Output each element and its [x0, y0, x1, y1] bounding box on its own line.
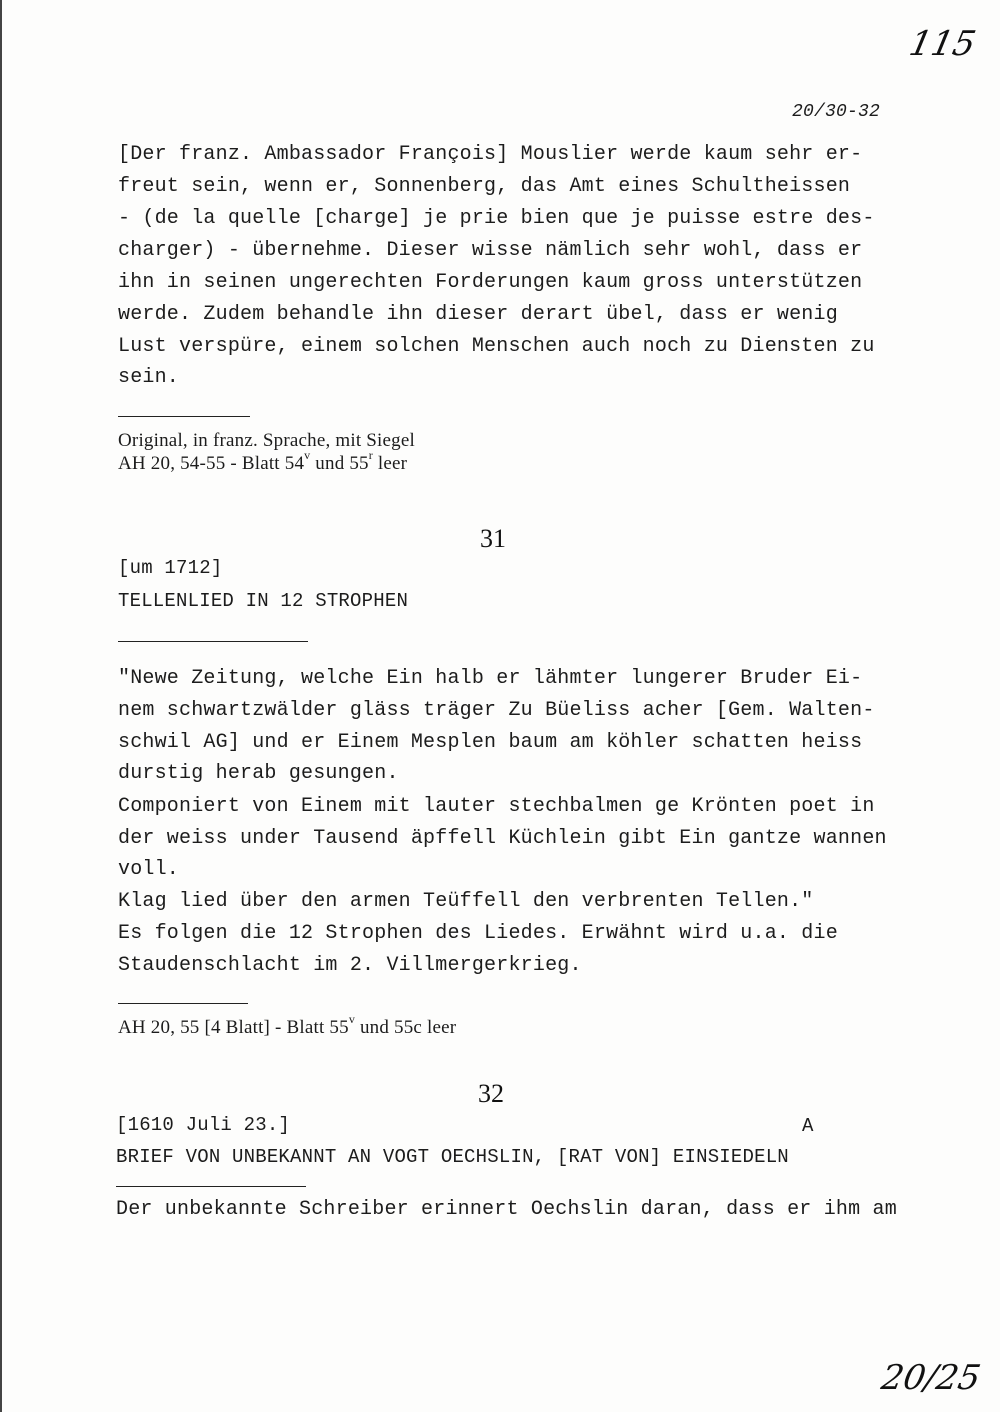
folio-number-bottom: 20/25	[878, 1358, 984, 1398]
text-line: - (de la quelle [charge] je prie bien que je puisse estre des-	[118, 207, 875, 230]
text-line: Klag lied über den armen Teüffell den verbrenten Tellen."	[118, 890, 814, 913]
text-line: charger) - übernehme. Dieser wisse nämlich sehr wohl, dass er	[118, 239, 863, 262]
document-date: [um 1712]	[118, 557, 223, 579]
text-line: Componiert von Einem mit lauter stechbalmen ge Krönten poet in	[118, 795, 875, 818]
document-date: [1610 Juli 23.]	[116, 1114, 291, 1136]
text-line: [Der franz. Ambassador François] Mouslier werde kaum sehr er-	[118, 143, 863, 166]
text-line: ihn in seinen ungerechten Forderungen kaum gross unterstützen	[118, 271, 863, 294]
text-line: "Newe Zeitung, welche Ein halb er lähmter lungerer Bruder Ei-	[118, 667, 863, 690]
document-title: TELLENLIED IN 12 STROPHEN	[118, 590, 409, 612]
document-number: 32	[478, 1079, 504, 1108]
separator-rule	[118, 1003, 248, 1004]
document-marker: A	[802, 1115, 814, 1137]
text-line: Staudenschlacht im 2. Villmergerkrieg.	[118, 954, 582, 977]
text-line: durstig herab gesungen.	[118, 762, 399, 785]
page-reference: 20/30-32	[792, 102, 881, 122]
source-reference: AH 20, 55 [4 Blatt] - Blatt 55$^v$ und 55c leer	[118, 1012, 457, 1038]
text-line: der weiss under Tausend äpffell Küchlein gibt Ein gantze wannen	[118, 827, 887, 850]
text-line: schwil AG] und er Einem Mesplen baum am köhler schatten heiss	[118, 731, 863, 754]
folio-number-top: 115	[905, 24, 980, 64]
separator-rule	[118, 416, 250, 417]
document-title: BRIEF VON UNBEKANNT AN VOGT OECHSLIN, [RAT VON] EINSIEDELN	[116, 1146, 789, 1168]
text-line: werde. Zudem behandle ihn dieser derart übel, dass er wenig	[118, 303, 838, 326]
separator-rule	[116, 1186, 306, 1187]
text-line: Lust verspüre, einem solchen Menschen auch noch zu Diensten zu	[118, 335, 875, 358]
text-line: sein.	[118, 366, 180, 389]
source-reference: AH 20, 54-55 - Blatt 54$^v$ und 55$^r$ leer	[118, 448, 408, 474]
text-line: Der unbekannte Schreiber erinnert Oechslin daran, dass er ihm am	[116, 1198, 897, 1221]
text-line: voll.	[118, 858, 180, 881]
text-line: nem schwartzwälder gläss träger Zu Büeliss acher [Gem. Walten-	[118, 699, 875, 722]
text-line: freut sein, wenn er, Sonnenberg, das Amt eines Schultheissen	[118, 175, 851, 198]
separator-rule	[118, 641, 308, 642]
document-number: 31	[480, 524, 506, 553]
text-line: Es folgen die 12 Strophen des Liedes. Erwähnt wird u.a. die	[118, 922, 838, 945]
source-note: Original, in franz. Sprache, mit Siegel	[118, 430, 415, 451]
